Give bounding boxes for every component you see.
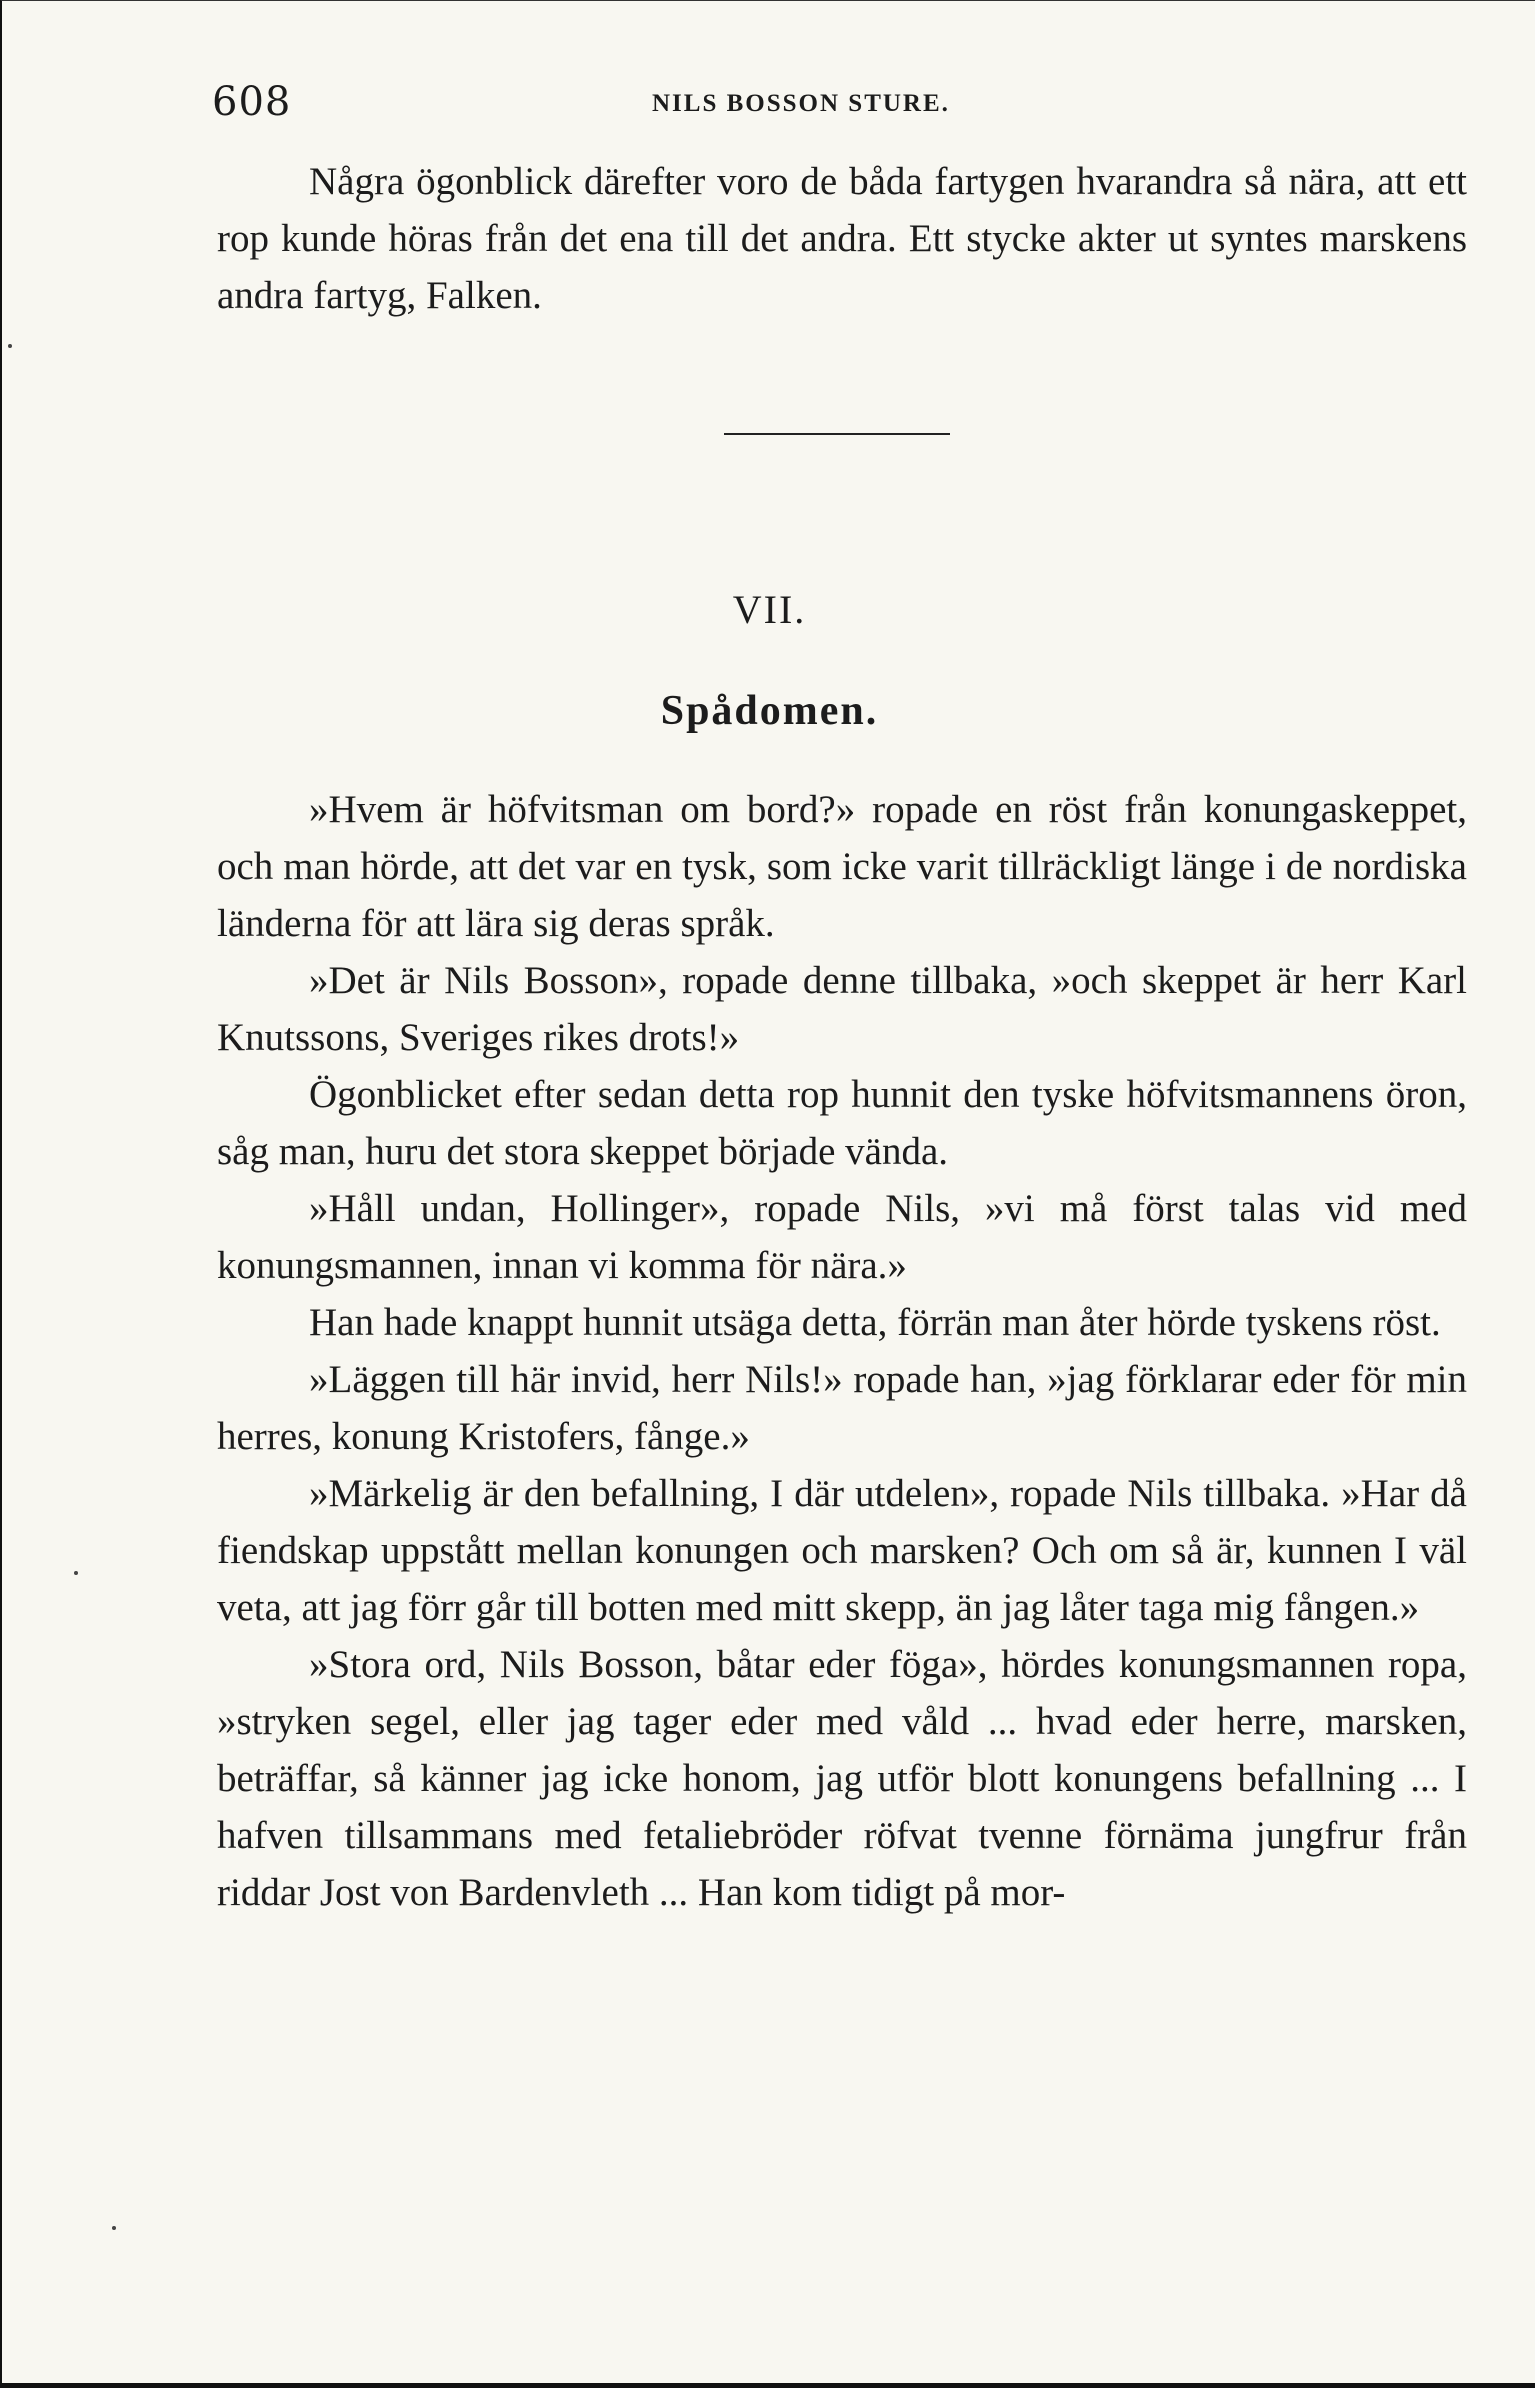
- chapter-body: [217, 781, 1467, 1921]
- scan-speck: [74, 1571, 78, 1575]
- opening-paragraph: Några ögonblick därefter voro de båda fartygen hvarandra så nära, att ett rop kunde höras från det ena till det andra. Ett stycke akter ut syntes marskens andra fartyg, Falken.: [217, 160, 1467, 317]
- chapter-number: VII.: [732, 587, 807, 632]
- running-title: NILS BOSSON STURE.: [652, 90, 950, 117]
- paragraph: »Märkelig är den befallning, I där utdelen», ropade Nils tillbaka. »Har då fiendskap uppstått mellan konungen och marsken? Och om så är, kunnen I väl veta, att jag förr går till botten med mitt skepp, än jag låter taga mig fången.»: [217, 1472, 1467, 1629]
- paragraph: »Hvem är höfvitsman om bord?» ropade en röst från konungaskeppet, och man hörde, att det var en tysk, som icke varit tillräckligt länge i de nordiska länderna för att lära sig deras språk.: [217, 788, 1467, 945]
- paragraph: »Det är Nils Bosson», ropade denne tillbaka, »och skeppet är herr Karl Knutssons, Sveriges rikes drots!»: [217, 959, 1467, 1059]
- paragraph: »Stora ord, Nils Bosson, båtar eder föga», hördes konungsmannen ropa, »stryken segel, eller jag tager eder med våld ... hvad eder herre, marsken, beträffar, så känner jag icke honom, jag utför blott konungens befallning ... I hafven tillsammans med fetaliebröder röfvat tvenne förnäma jungfrur från riddar Jost von Bardenvleth ... Han kom tidigt på mor-: [217, 1643, 1467, 1914]
- page-number: 608: [212, 79, 292, 125]
- scan-speck: [112, 2226, 116, 2230]
- scan-speck: [8, 344, 12, 348]
- chapter-title: Spådomen.: [660, 688, 879, 734]
- paragraph: Han hade knappt hunnit utsäga detta, förrän man åter hörde tyskens röst.: [309, 1301, 1441, 1344]
- paragraph: »Läggen till här invid, herr Nils!» ropade han, »jag förklarar eder för min herres, konung Kristofers, fånge.»: [217, 1358, 1467, 1458]
- paragraph: »Håll undan, Hollinger», ropade Nils, »vi må först talas vid med konungsmannen, innan vi komma för nära.»: [217, 1187, 1467, 1287]
- page-header: [212, 79, 1442, 129]
- section-divider: [724, 433, 950, 435]
- paragraph: Ögonblicket efter sedan detta rop hunnit den tyske höfvitsmannens öron, såg man, huru det stora skeppet började vända.: [217, 1073, 1467, 1173]
